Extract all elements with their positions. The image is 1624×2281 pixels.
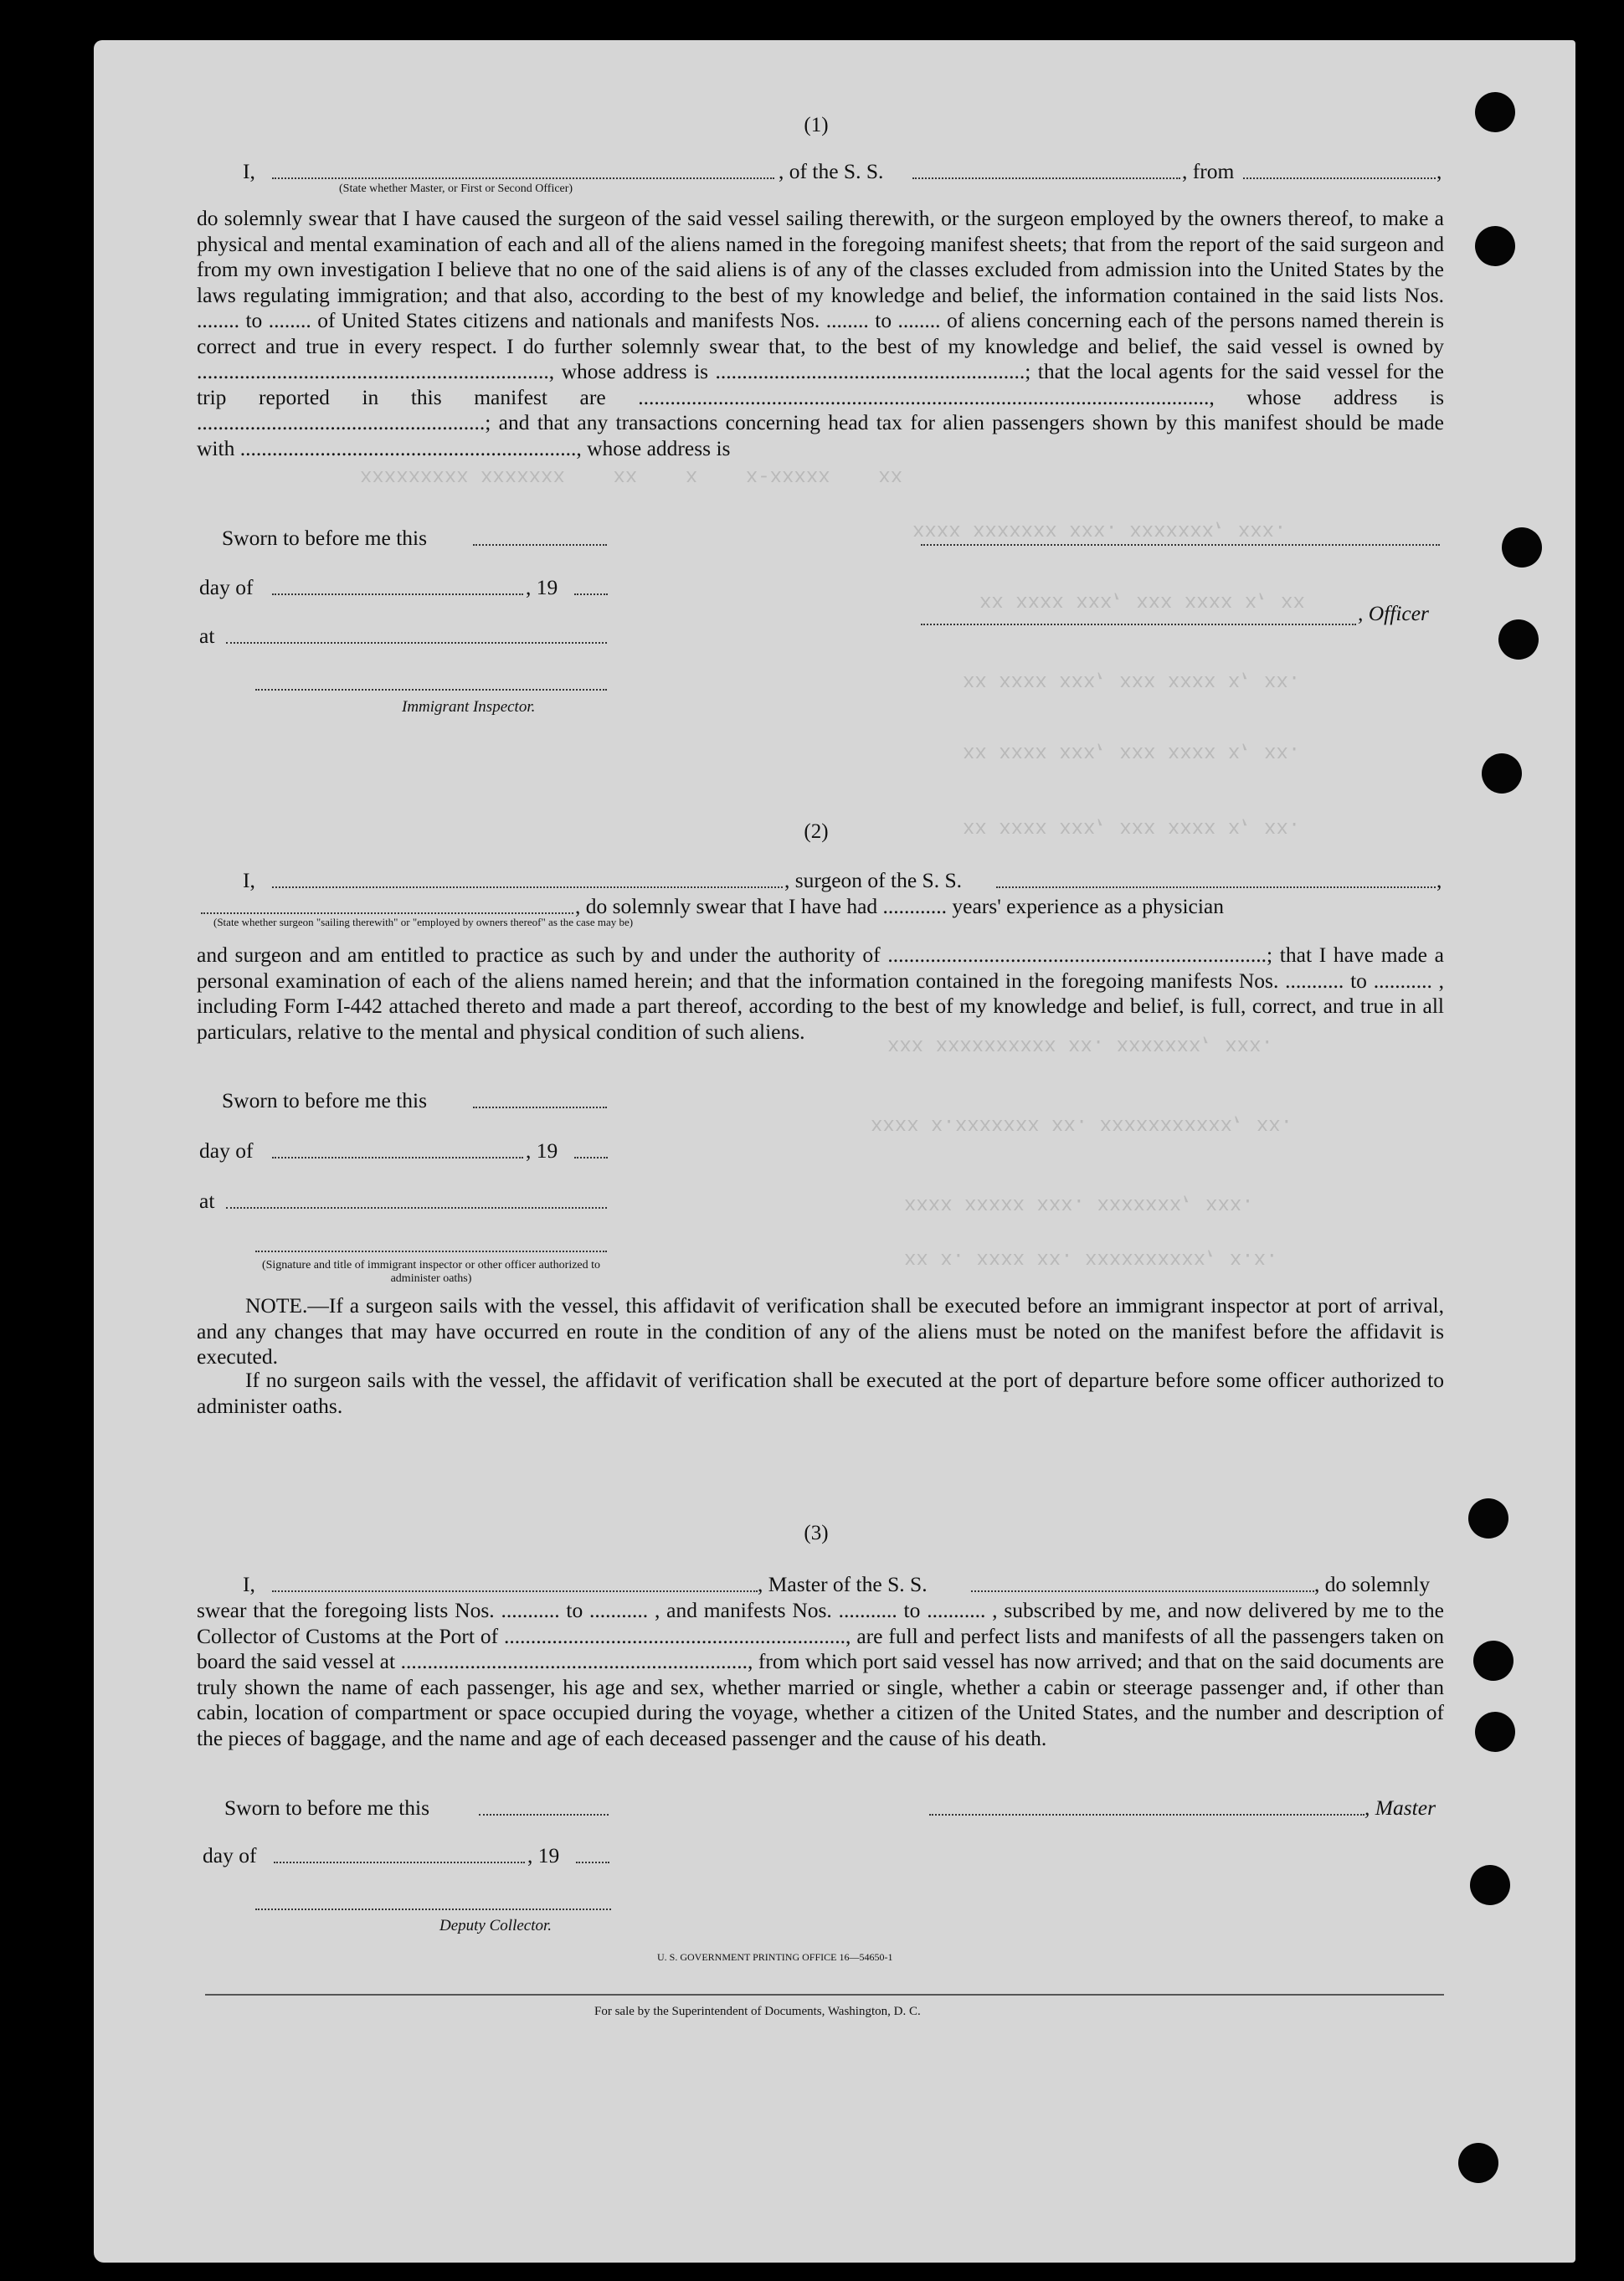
punch-hole [1482, 753, 1522, 794]
section-2-line2: , do solemnly swear that I have had ............ years' experience as a physician [575, 894, 1224, 918]
officer-signature-field[interactable] [921, 544, 1440, 546]
bleed-through: xxxx xxxxxxx xxx. xxxxxxx, xxx. [912, 519, 1287, 542]
punch-hole [1475, 1712, 1515, 1752]
sworn-date-field-2[interactable] [473, 1107, 607, 1108]
deputy-label: Deputy Collector. [439, 1917, 552, 1934]
punch-hole [1468, 1498, 1508, 1539]
at-field-2[interactable] [226, 1207, 607, 1209]
punch-hole [1470, 1865, 1510, 1905]
master-signature-field[interactable] [929, 1814, 1364, 1816]
section-1-at: at [199, 624, 215, 648]
bleed-through: xxxx x.xxxxxxx xx. xxxxxxxxxxx, xx. [871, 1113, 1293, 1136]
day-field-2[interactable] [272, 1157, 523, 1158]
footer-rule [205, 1994, 1444, 1996]
section-1-year: , 19 [526, 575, 558, 599]
section-2-sworn: Sworn to before me this [222, 1088, 428, 1112]
master-vessel-field[interactable] [971, 1590, 1314, 1592]
section-2-year: , 19 [526, 1138, 558, 1163]
punch-hole [1473, 1641, 1514, 1681]
section-1-i: I, [243, 159, 255, 183]
punch-hole [1475, 226, 1515, 266]
section-1-body: do solemnly swear that I have caused the surgeon of the said vessel sailing therewith, or the surgeon employed by the owners thereof, to make a physical and mental examination of each and all of the aliens named in the foregoing manifest sheets; that from the report of the said surgeon and from my own investigation I believe that no one of the said aliens is of any of the classes excluded from admission into the United States by the laws regulating immigration; and that also, according to the best of my knowledge and belief, the information contained in the said lists Nos. ........ to ........ of United States citizens and nationals and manifests Nos. ........ to ........ of aliens concerning each of the persons named therein is correct and true in every respect. I do further solemnly swear that, to the best of my knowledge and belief, the said vessel is owned by .................................................................., whose address is ..........................................................; that the local agents for the said vessel for the trip reported in this manifest are ..........................................................................................................., whose address is ......................................................; and that any transactions concerning head tax for alien passengers shown by this manifest should be made with ..............................................................., whose address is [197, 206, 1444, 460]
section-1-sworn: Sworn to before me this [222, 526, 428, 550]
bleed-through: xx xxxx xxx, xxx xxxx x, xx. [963, 741, 1301, 763]
sworn-date-field[interactable] [473, 544, 607, 546]
punch-hole [1458, 2143, 1498, 2183]
surgeon-vessel-field[interactable] [996, 886, 1436, 888]
signature-field[interactable] [255, 1251, 607, 1252]
section-2-body: and surgeon and am entitled to practice as such by and under the authority of .......................................................................; that I have made a personal examination of each of the aliens named herein; and that the information contained in the foregoing manifests Nos. ........... to ........... , including Form I-442 attached thereto and made a part thereof, according to the best of my knowledge and belief, is full, correct, and true in all particulars, relative to the mental and physical condition of such aliens. [197, 943, 1444, 1044]
punch-hole [1475, 92, 1515, 132]
bleed-through: xx xxxx xxx, xxx xxxx x, xx. [963, 816, 1301, 839]
section-1-end: , [1436, 159, 1442, 183]
officer-hint: (State whether Master, or First or Second Officer) [339, 182, 573, 195]
section-3-i: I, [243, 1572, 255, 1596]
sworn-date-field-3[interactable] [479, 1814, 609, 1816]
section-1-from: , from [1182, 159, 1235, 183]
section-2-i: I, [243, 868, 255, 892]
section-2-at: at [199, 1189, 215, 1213]
signature-hint: (Signature and title of immigrant inspector or other officer authorized to administer oaths) [261, 1259, 601, 1285]
master-label: , Master [1364, 1796, 1436, 1820]
bleed-through: xx xxxx xxx, xxx xxxx x, xx. [963, 670, 1301, 692]
section-3-day-of: day of [203, 1843, 257, 1867]
bleed-through: xxxx xxxxx xxx. xxxxxxx, xxx. [904, 1193, 1254, 1215]
section-1-ss: , of the S. S. [779, 159, 884, 183]
surgeon-name-field[interactable] [272, 886, 783, 888]
deputy-signature-field[interactable] [255, 1909, 611, 1910]
officer-field[interactable] [921, 624, 1356, 625]
note-text-1: NOTE.—If a surgeon sails with the vessel, this affidavit of verification shall be executed before an immigrant inspector at port of arrival, and any changes that may have occurred en route in the condition of any of the aliens must be noted on the manifest before the affidavit is executed. [197, 1293, 1444, 1369]
note-text-2: If no surgeon sails with the vessel, the affidavit of verification shall be executed at the port of departure before some officer authorized to administer oaths. [197, 1368, 1444, 1418]
section-2-day-of: day of [199, 1138, 254, 1163]
section-3-master: , Master of the S. S. [758, 1572, 928, 1596]
section-3-end: , do solemnly [1314, 1572, 1431, 1596]
section-1-day-of: day of [199, 575, 254, 599]
surgeon-hint: (State whether surgeon "sailing therewith" or "employed by owners thereof" as the case may be) [213, 916, 634, 928]
punch-hole [1502, 527, 1542, 568]
section-1-number: (1) [804, 114, 829, 136]
sale-line: For sale by the Superintendent of Documents, Washington, D. C. [594, 2005, 921, 2018]
inspector-label: Immigrant Inspector. [402, 698, 536, 716]
bleed-through: xxxxxxxxx xxxxxxx xx x x-xxxxx xx [360, 465, 903, 487]
surgeon-capacity-field[interactable] [201, 912, 573, 914]
day-field-3[interactable] [274, 1862, 525, 1863]
year-field[interactable] [574, 593, 608, 595]
officer-label: , Officer [1358, 601, 1429, 625]
section-3-sworn: Sworn to before me this [224, 1796, 430, 1820]
day-field[interactable] [272, 593, 523, 595]
section-2-end: , [1436, 868, 1442, 892]
vessel-name-field[interactable] [912, 177, 1180, 179]
master-name-field[interactable] [272, 1590, 758, 1592]
at-field[interactable] [226, 642, 607, 644]
printing-office-line: U. S. GOVERNMENT PRINTING OFFICE 16—54650-1 [657, 1951, 893, 1963]
from-port-field[interactable] [1243, 177, 1436, 179]
year-field-3[interactable] [576, 1862, 609, 1863]
bleed-through: xxx xxxxxxxxxx xx. xxxxxxx, xxx. [887, 1034, 1273, 1056]
section-3-body: swear that the foregoing lists Nos. ........... to ........... , and manifests Nos. ........... to ........... , subscribed by me, and now delivered by me to the Collector of Customs at the Port of ................................................................, are full and perfect lists and manifests of all the passengers taken on board the said vessel at ................................................................., from which port said vessel has now arrived; and that on the said documents are truly shown the name of each passenger, his age and sex, whether married or single, whether a cabin or steerage passenger and, if other than cabin, location of compartment or space occupied during the voyage, whether a citizen of the United States, and the number and description of the pieces of baggage, and the name and age of each deceased passenger and the cause of his death. [197, 1598, 1444, 1750]
year-field-2[interactable] [574, 1157, 608, 1158]
bleed-through: xx xxxx xxx, xxx xxxx x, xx [979, 590, 1305, 613]
section-3-year: , 19 [527, 1843, 560, 1867]
inspector-signature-field[interactable] [255, 689, 607, 691]
officer-name-field[interactable] [272, 177, 774, 179]
bleed-through: xx x. xxxx xx. xxxxxxxxxx, x.x. [904, 1247, 1278, 1270]
section-2-surgeon: , surgeon of the S. S. [784, 868, 963, 892]
section-2-number: (2) [804, 820, 829, 843]
section-3-number: (3) [804, 1522, 829, 1544]
punch-hole [1498, 619, 1539, 660]
